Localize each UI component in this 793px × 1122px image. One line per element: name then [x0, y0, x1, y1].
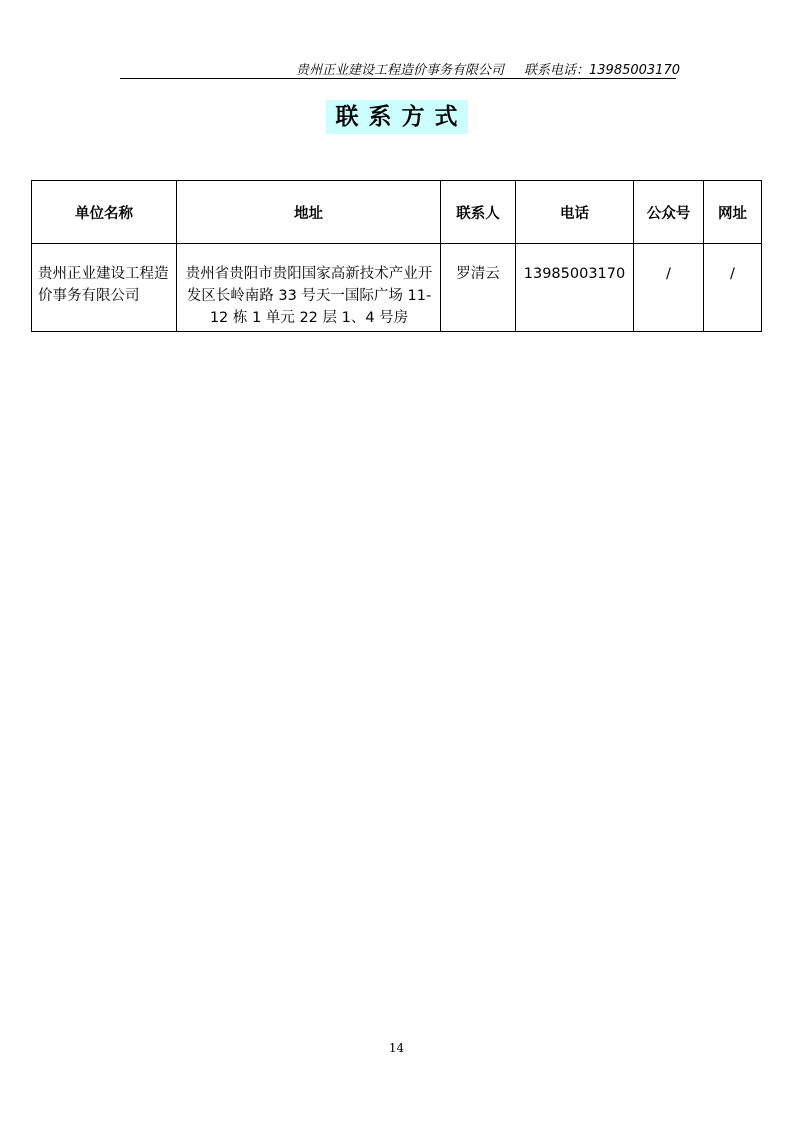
- header-phone-col: 电话: [516, 181, 634, 244]
- page-title: 联系方式: [326, 100, 468, 134]
- table-row: [32, 244, 762, 332]
- cell-website: /: [704, 244, 762, 332]
- header-phone: 13985003170: [589, 63, 680, 78]
- table-header-row: [32, 181, 762, 244]
- page-number: 14: [388, 1041, 405, 1055]
- header-phone-label: 联系电话：: [524, 63, 590, 78]
- page-header: [250, 59, 680, 78]
- header-wechat: 公众号: [634, 181, 704, 244]
- cell-wechat: /: [634, 244, 704, 332]
- header-contact-person: 联系人: [441, 181, 516, 244]
- contact-table: [31, 180, 762, 332]
- header-address: 地址: [177, 181, 441, 244]
- cell-phone: 13985003170: [516, 244, 634, 332]
- cell-address: 贵州省贵阳市贵阳国家高新技术产业开发区长岭南路 33 号天一国际广场 11-12 栋 1 单元 22 层 1、4 号房: [177, 244, 441, 332]
- header-unit-name: 单位名称: [32, 181, 177, 244]
- cell-unit-name: 贵州正业建设工程造价事务有限公司: [32, 244, 177, 332]
- cell-contact-person: 罗清云: [441, 244, 516, 332]
- header-website: 网址: [704, 181, 762, 244]
- header-divider: [120, 78, 676, 79]
- header-company: 贵州正业建设工程造价事务有限公司: [295, 63, 504, 78]
- title-wrapper: [0, 100, 793, 134]
